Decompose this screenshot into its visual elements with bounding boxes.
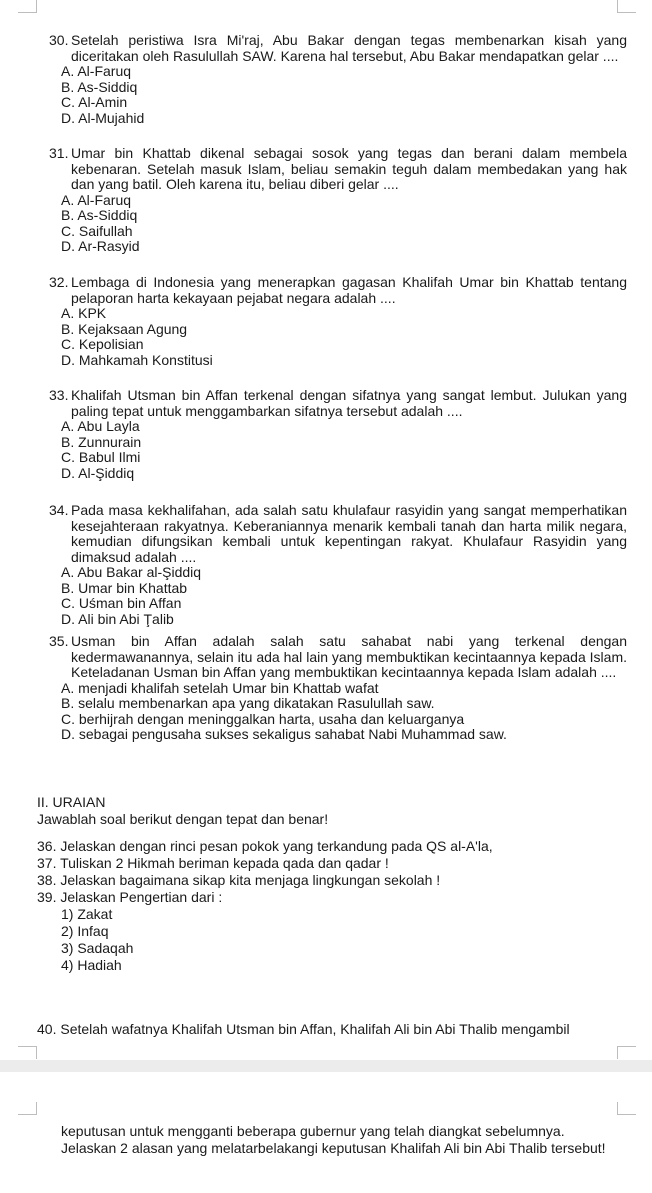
question-text: Khalifah Utsman bin Affan terkenal dengan sifatnya yang sangat lembut. Julukan yang paling tepat untuk menggambarkan sifatnya tersebut adalah .... (71, 387, 627, 419)
option-c: C. Kepolisian (61, 336, 144, 352)
crop-mark-bottom-right (617, 1046, 636, 1059)
option-c: C. Al-Amin (61, 94, 128, 110)
question-31 (49, 146, 627, 255)
essay-question-40-continued: keputusan untuk mengganti beberapa gubernur yang telah diangkat sebelumnya. (61, 1123, 565, 1139)
question-number: 31. (49, 145, 69, 161)
section-heading: II. URAIAN (37, 794, 106, 810)
crop-mark-top-right (617, 1102, 636, 1115)
essay-question-37: 37. Tuliskan 2 Hikmah beriman kepada qada dan qadar ! (37, 855, 389, 871)
option-b: B. Kejaksaan Agung (61, 320, 188, 337)
option-c: C. Uśman bin Affan (61, 595, 182, 611)
option-a: A. Al-Faruq (61, 63, 132, 79)
crop-mark-top-right (617, 0, 636, 13)
question-32 (49, 275, 627, 368)
essay-question-40-part-1 (37, 1022, 637, 1038)
essay-question-40-continued: Jelaskan 2 alasan yang melatarbelakangi keputusan Khalifah Ali bin Abi Thalib tersebut! (61, 1140, 606, 1156)
essay-question-40-part-2 (61, 1124, 631, 1158)
option-a: A. menjadi khalifah setelah Umar bin Khattab wafat (61, 679, 379, 696)
question-30 (49, 33, 627, 126)
option-a: A. KPK (61, 305, 107, 321)
option-b: B. As-Siddiq (61, 78, 138, 95)
option-d: D. Mahkamah Konstitusi (61, 351, 213, 368)
question-number: 35. (49, 633, 69, 649)
question-34 (49, 503, 627, 627)
question-text: Pada masa kekhalifahan, ada salah satu khulafaur rasyidin yang sangat memperhatikan kesejahteraan rakyatnya. Keberaniannya menarik kembali tanah dan harta milik negara, kemudian difungsikan kembali untuk kepentingan rakyat. Khulafaur Rasyidin yang dimaksud adalah .... (71, 502, 627, 565)
list-item: 2) Infaq (61, 923, 109, 939)
option-c: C. Saifullah (61, 222, 133, 239)
essay-question-36: 36. Jelaskan dengan rinci pesan pokok yang terkandung pada QS al-A'la, (37, 838, 493, 854)
essay-question-39: 39. Jelaskan Pengertian dari : (37, 889, 223, 905)
option-a: A. Al-Faruq (61, 191, 132, 208)
list-item: 4) Hadiah (61, 957, 122, 973)
crop-mark-top-left (18, 0, 37, 13)
option-d: D. Al-Şiddiq (61, 464, 135, 481)
option-d: D. Ali bin Abi Ţalib (61, 610, 174, 627)
question-text: Lembaga di Indonesia yang menerapkan gagasan Khalifah Umar bin Khattab tentang pelaporan harta kekayaan pejabat negara adalah .... (71, 274, 627, 306)
option-b: B. Zunnurain (61, 433, 142, 450)
page-gap (0, 1060, 652, 1072)
question-text: Umar bin Khattab dikenal sebagai sosok yang tegas dan berani dalam membela kebenaran. Setelah masuk Islam, beliau semakin teguh dalam membedakan yang hak dan yang batil. Oleh karena itu, beliau diberi gelar .... (71, 145, 627, 192)
page-bottom (0, 1072, 652, 1193)
question-35 (49, 634, 627, 743)
option-a: A. Abu Bakar al-Şiddiq (61, 564, 202, 580)
list-item: 1) Zakat (61, 906, 113, 922)
option-c: C. Babul Ilmi (61, 449, 141, 465)
option-a: A. Abu Layla (61, 418, 140, 434)
option-d: D. sebagai pengusaha sukses sekaligus sahabat Nabi Muhammad saw. (61, 726, 507, 742)
list-item: 3) Sadaqah (61, 940, 134, 956)
essay-question-38: 38. Jelaskan bagaimana sikap kita menjaga lingkungan sekolah ! (37, 872, 441, 888)
essay-question-39-items (37, 907, 637, 975)
option-b: B. Umar bin Khattab (61, 579, 188, 596)
essay-question-40: 40. Setelah wafatnya Khalifah Utsman bin Affan, Khalifah Ali bin Abi Thalib mengambil (37, 1021, 570, 1037)
crop-mark-bottom-left (18, 1046, 37, 1059)
crop-mark-top-left (18, 1102, 37, 1115)
question-number: 32. (49, 274, 69, 290)
option-b: B. selalu membenarkan apa yang dikatakan Rasulullah saw. (61, 695, 435, 711)
option-d: D. Ar-Rasyid (61, 238, 140, 254)
option-d: D. Al-Mujahid (61, 109, 145, 126)
option-b: B. As-Siddiq (61, 207, 138, 223)
option-c: C. berhijrah dengan meninggalkan harta, usaha dan keluarganya (61, 710, 465, 727)
essay-section (37, 795, 637, 975)
question-number: 30. (49, 32, 69, 48)
question-number: 33. (49, 387, 69, 403)
question-33 (49, 388, 627, 481)
question-text: Usman bin Affan adalah salah satu sahabat nabi yang terkenal dengan kedermawanannya, selain itu ada hal lain yang membuktikan kecintaannya kepada Islam. Keteladanan Usman bin Affan yang membuktikan kecintaannya kepada Islam adalah .... (71, 633, 627, 680)
essay-instruction: Jawablah soal berikut dengan tepat dan benar! (37, 811, 329, 827)
question-number: 34. (49, 502, 69, 518)
question-text: Setelah peristiwa Isra Mi'raj, Abu Bakar dengan tegas membenarkan kisah yang diceritakan oleh Rasulullah SAW. Karena hal tersebut, Abu Bakar mendapatkan gelar .... (71, 32, 627, 64)
